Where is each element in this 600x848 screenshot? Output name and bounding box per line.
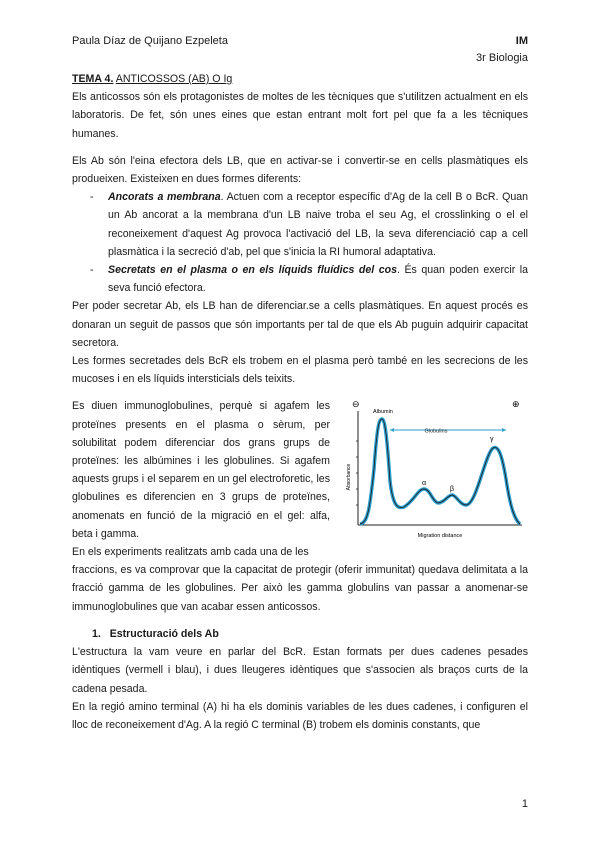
bullet-text: . Actuen com a receptor específic d'Ag de la cell B o BcR. Quan un Ab ancorat a la membrana d'un LB naive troba el seu Ag, el crosslinking o el el reconeixement d'aquest Ag provoca l'activació del LB, la seva diferenciació cap a cell plasmàtica i la secreció d'ab, pel que s'inicia la RI humoral adaptativa. [108,191,528,258]
paragraph-immunoglobulins: Es diuen immunoglobulines, perquè si agafem les proteïnes presents en el plasma o sèrum, per solubilitat podem diferenciar dos grans grups de proteïnes: les albúmines i les globulines. Si agafem aquests grups i el separem en un gel electroforetic, les globulines es diferencien en 3 grups de proteïnes, anomenats en funció de la migració en el gel: alfa, beta i gamma. [72,400,330,540]
figure-wrap-block [72,397,528,561]
list-item [108,261,528,297]
section-heading [72,625,528,643]
course-code: IM [515,35,528,47]
albumin-label: Albumin [373,409,393,416]
course-year: 3r Biologia [476,52,528,64]
page-title [72,70,528,88]
bullet-term: Secretats en el plasma o en els líquids fluídics del cos [108,264,397,277]
absorbance-curve-line [360,419,520,524]
list-item [108,188,528,261]
paragraph-experiments-end: fraccions, es va comprovar que la capacitat de protegir (oferir immunitat) quedava delimitata a la fracció gamma de les globulines. Per això les gamma globulins van passar a anomenar-se immunoglobulines que van acabar essen anticossos. [72,564,528,613]
plus-sign: ⊕ [512,399,520,410]
section-title: Estructuració dels Ab [109,627,219,640]
paragraph-experiments-start: En els experiments realitzats amb cada una de les [72,546,309,559]
alpha-label: α [422,480,427,488]
minus-sign: ⊖ [352,399,360,410]
globulins-label: Globulins [424,428,448,435]
title-prefix: TEMA 4. [72,73,114,85]
paragraph-forms: Els Ab són l'eina efectora dels LB, que en activar-se i convertir-se en cells plasmàtiques els produeixen. Existeixen en dues formes diferents: [72,154,528,186]
document-body [72,70,528,734]
page-number: 1 [521,798,528,810]
bullet-term: Ancorats a membrana [108,191,221,204]
globulins-arrow-left [390,428,394,432]
electrophoresis-figure [344,397,528,549]
title-text: ANTICOSSOS (AB) O Ig [115,73,233,85]
paragraph-intro: Els anticossos són els protagonistes de moltes de les tècniques que s'utilitzen actualment en els laboratoris. De fet, són unes eines que estan entrant molt fort pel que fa a les tècniques humanes. [72,91,528,140]
beta-label: β [450,486,455,494]
absorbance-curve-fill [360,419,520,524]
section-number: 1. [92,627,101,640]
paragraph-secreted-forms: Les formes secretades dels BcR els trobem en el plasma però també en les secrecions de les mucoses i en els líquids intersticials dels teixits. [72,355,528,386]
author-name: Paula Díaz de Quijano Ezpeleta [72,35,228,47]
x-axis-label: Migration distance [417,533,463,540]
forms-list [72,188,528,297]
paragraph-secretion: Per poder secretar Ab, els LB han de diferenciar.se a cells plasmàtiques. En aquest procés es donaran un seguit de passos que són importants per tal de que els Ab puguin adquirir capacitat secretora. [72,300,528,349]
globulins-arrow-right [502,428,506,432]
y-axis-label: Absorbance [346,464,352,491]
paragraph-regions: En la regió amino terminal (A) hi ha els dominis variables de les dues cadenes, i configuren el lloc de reconeixement d'Ag. A la regió C terminal (B) trobem els dominis constants, que [72,700,528,731]
gamma-label: γ [490,436,494,444]
paragraph-structure: L'estructura la vam veure en parlar del BcR. Estan formats per dues cadenes pesades idèntiques (vermell i blau), i dues lleugeres idèntiques que s'associen als braços curts de la cadena pesada. [72,646,528,695]
bullet-text: . És quan poden exercir la seva funció efectora. [108,264,528,295]
